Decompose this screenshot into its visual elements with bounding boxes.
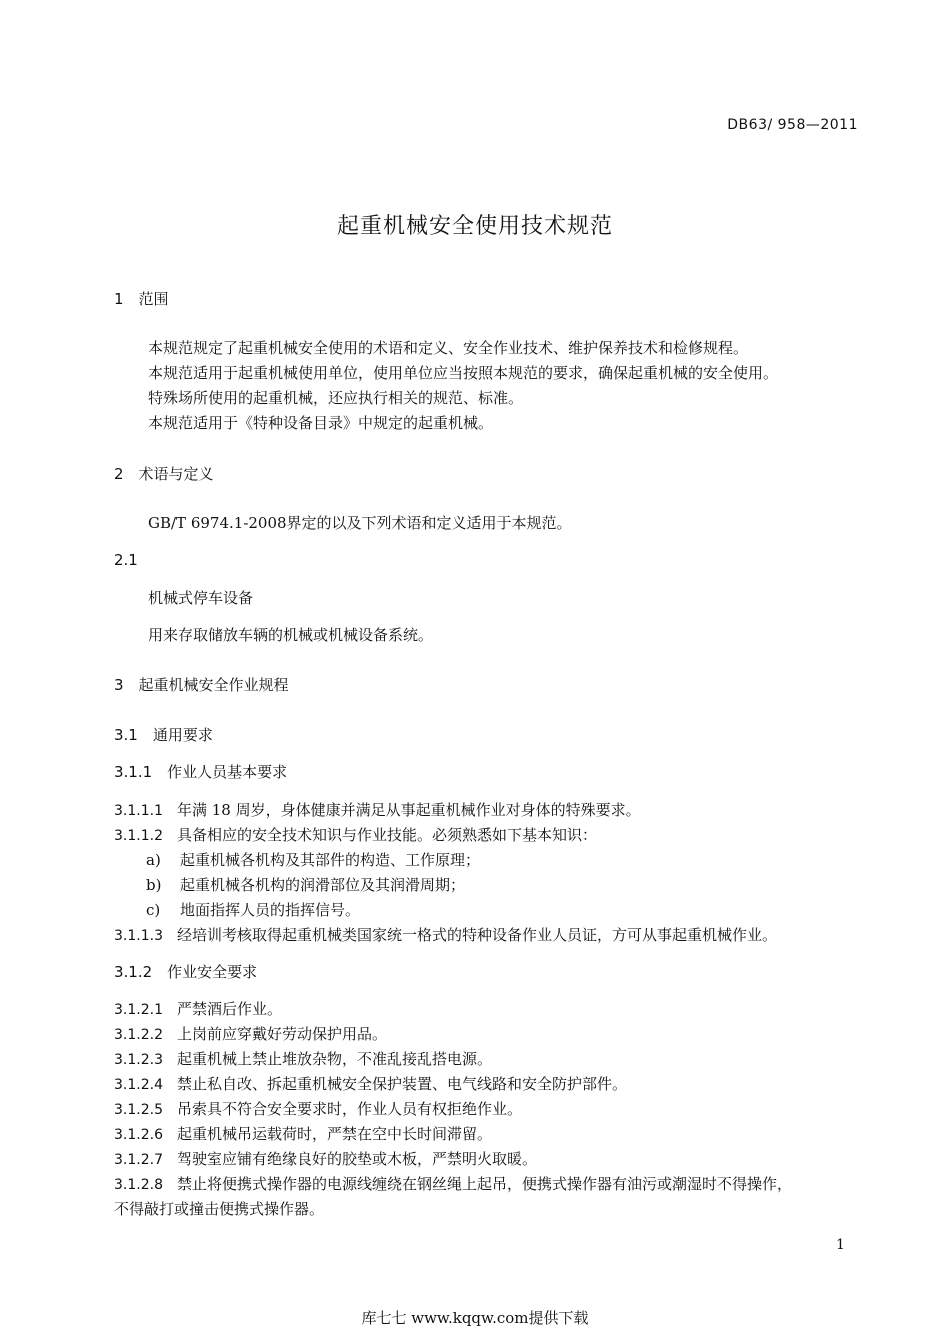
clause-text: 禁止将便携式操作器的电源线缠绕在钢丝绳上起吊，便携式操作器有油污或潮湿时不得操作， xyxy=(176,1175,792,1193)
clause-number: 3.1.2.1 xyxy=(114,1002,163,1018)
list-label: a) xyxy=(146,851,161,869)
clause-number: 3.1.2.5 xyxy=(114,1102,163,1118)
clause-3-1-2-8-continuation: 不得敲打或撞击便携式操作器。 xyxy=(114,1200,325,1218)
clause-3-1-1-3 xyxy=(114,924,777,945)
list-item-a xyxy=(146,849,480,870)
document-code: DB63/ 958—2011 xyxy=(727,117,858,133)
clause-number: 3.1.2.8 xyxy=(114,1177,163,1193)
section-3-heading: 3 起重机械安全作业规程 xyxy=(114,676,289,694)
scope-para-1: 本规范规定了起重机械安全使用的术语和定义、安全作业技术、维护保养技术和检修规程。 xyxy=(148,339,749,357)
clause-3-1-2-6 xyxy=(114,1123,492,1144)
clause-number: 3.1.2.2 xyxy=(114,1027,163,1043)
clause-3-1-2-3 xyxy=(114,1048,492,1069)
subsection-2-1-number: 2.1 xyxy=(114,551,138,569)
clause-text: 经培训考核取得起重机械类国家统一格式的特种设备作业人员证，方可从事起重机械作业。 xyxy=(176,926,777,944)
clause-3-1-2-7 xyxy=(114,1148,537,1169)
list-label: c) xyxy=(146,901,161,919)
section-3-1-2-heading: 3.1.2 作业安全要求 xyxy=(114,963,258,981)
clause-text: 年满 18 周岁，身体健康并满足从事起重机械作业对身体的特殊要求。 xyxy=(176,801,641,819)
list-item-c xyxy=(146,899,360,920)
section-3-1-heading: 3.1 通用要求 xyxy=(114,726,213,744)
section-1-heading: 1 范围 xyxy=(114,290,169,308)
clause-text: 驾驶室应铺有绝缘良好的胶垫或木板，严禁明火取暖。 xyxy=(176,1150,537,1168)
clause-3-1-2-2 xyxy=(114,1023,387,1044)
scope-para-3: 特殊场所使用的起重机械，还应执行相关的规范、标准。 xyxy=(148,389,524,407)
clause-text: 吊索具不符合安全要求时，作业人员有权拒绝作业。 xyxy=(176,1100,522,1118)
clause-3-1-2-4 xyxy=(114,1073,627,1094)
download-footer: 库七七 www.kqqw.com提供下载 xyxy=(361,1309,589,1327)
clause-number: 3.1.1.2 xyxy=(114,828,163,844)
list-text: 起重机械各机构及其部件的构造、工作原理； xyxy=(180,851,481,869)
term-name: 机械式停车设备 xyxy=(148,589,254,607)
terms-intro: GB/T 6974.1-2008界定的以及下列术语和定义适用于本规范。 xyxy=(148,514,572,532)
scope-para-2: 本规范适用于起重机械使用单位，使用单位应当按照本规范的要求，确保起重机械的安全使用。 xyxy=(148,364,779,382)
clause-3-1-1-2 xyxy=(114,824,597,845)
clause-number: 3.1.1.1 xyxy=(114,803,163,819)
clause-3-1-1-1 xyxy=(114,799,641,820)
clause-number: 3.1.2.6 xyxy=(114,1127,163,1143)
list-text: 起重机械各机构的润滑部位及其润滑周期； xyxy=(180,876,466,894)
list-text: 地面指挥人员的指挥信号。 xyxy=(180,901,361,919)
clause-number: 3.1.1.3 xyxy=(114,928,163,944)
section-3-1-1-heading: 3.1.1 作业人员基本要求 xyxy=(114,763,288,781)
list-item-b xyxy=(146,874,465,895)
clause-text: 具备相应的安全技术知识与作业技能。必须熟悉如下基本知识： xyxy=(176,826,597,844)
term-definition: 用来存取储放车辆的机械或机械设备系统。 xyxy=(148,626,434,644)
clause-text: 起重机械上禁止堆放杂物，不准乱接乱搭电源。 xyxy=(176,1050,492,1068)
scope-para-4: 本规范适用于《特种设备目录》中规定的起重机械。 xyxy=(148,414,494,432)
clause-number: 3.1.2.7 xyxy=(114,1152,163,1168)
page-number: 1 xyxy=(836,1237,845,1253)
clause-number: 3.1.2.3 xyxy=(114,1052,163,1068)
clause-3-1-2-5 xyxy=(114,1098,522,1119)
page-title: 起重机械安全使用技术规范 xyxy=(336,214,613,239)
clause-text: 严禁酒后作业。 xyxy=(176,1000,282,1018)
list-label: b) xyxy=(146,876,162,894)
clause-text: 禁止私自改、拆起重机械安全保护装置、电气线路和安全防护部件。 xyxy=(176,1075,627,1093)
clause-text: 上岗前应穿戴好劳动保护用品。 xyxy=(176,1025,387,1043)
clause-3-1-2-8 xyxy=(114,1173,792,1194)
clause-text: 起重机械吊运载荷时，严禁在空中长时间滞留。 xyxy=(176,1125,492,1143)
section-2-heading: 2 术语与定义 xyxy=(114,465,214,483)
clause-3-1-2-1 xyxy=(114,998,282,1019)
clause-number: 3.1.2.4 xyxy=(114,1077,163,1093)
